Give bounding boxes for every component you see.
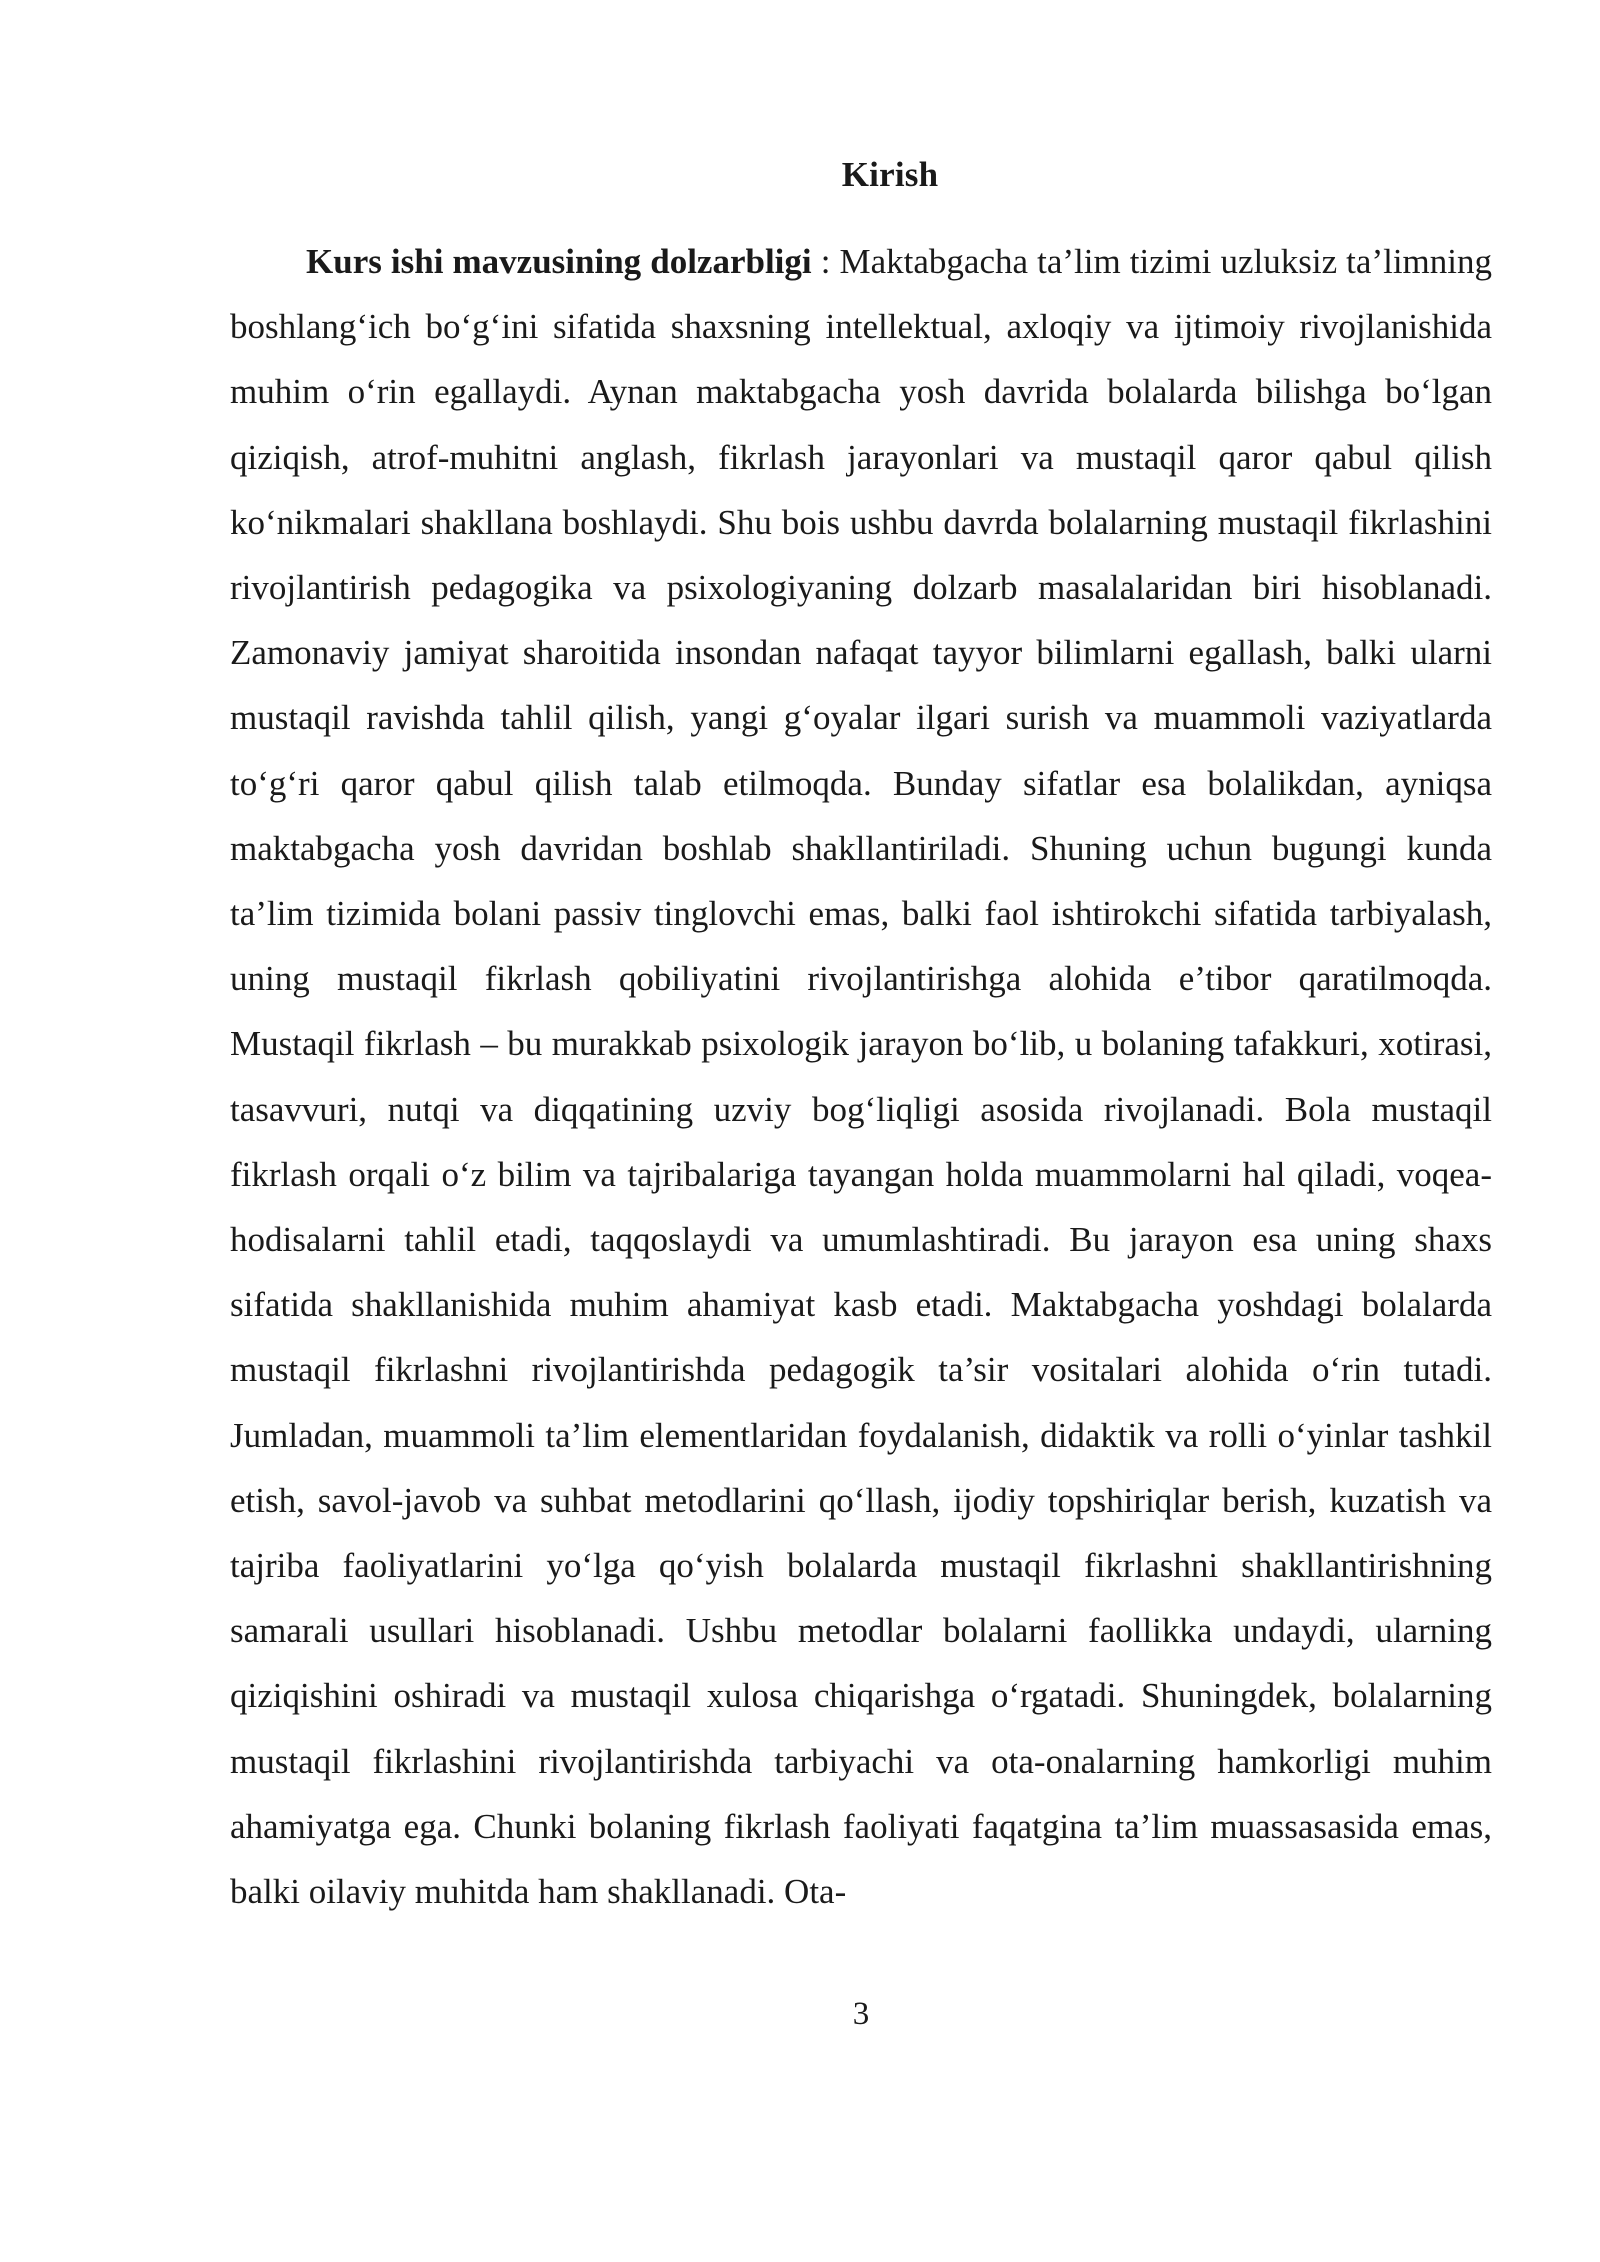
body-paragraph	[230, 229, 1492, 1924]
section-heading: Kurs ishi mavzusining dolzarbligi	[306, 242, 812, 281]
paragraph-text: Maktabgacha ta’lim tizimi uzluksiz ta’limning boshlang‘ich bo‘g‘ini sifatida shaxsning intellektual, axloqiy va ijtimoiy rivojlanishida muhim o‘rin egallaydi. Aynan maktabgacha yosh davrida bolalarda bilishga bo‘lgan qiziqish, atrof-muhitni anglash, fikrlash jarayonlari va mustaqil qaror qabul qilish ko‘nikmalari shakllana boshlaydi. Shu bois ushbu davrda bolalarning mustaqil fikrlashini rivojlantirish pedagogika va psixologiyaning dolzarb masalalaridan biri hisoblanadi. Zamonaviy jamiyat sharoitida insondan nafaqat tayyor bilimlarni egallash, balki ularni mustaqil ravishda tahlil qilish, yangi g‘oyalar ilgari surish va muammoli vaziyatlarda to‘g‘ri qaror qabul qilish talab etilmoqda. Bunday sifatlar esa bolalikdan, ayniqsa maktabgacha yosh davridan boshlab shakllantiriladi. Shuning uchun bugungi kunda ta’lim tizimida bolani passiv tinglovchi emas, balki faol ishtirokchi sifatida tarbiyalash, uning mustaqil fikrlash qobiliyatini rivojlantirishga alohida e’tibor qaratilmoqda. Mustaqil fikrlash – bu murakkab psixologik jarayon bo‘lib, u bolaning tafakkuri, xotirasi, tasavvuri, nutqi va diqqatining uzviy bog‘liqligi asosida rivojlanadi. Bola mustaqil fikrlash orqali o‘z bilim va tajribalariga tayangan holda muammolarni hal qiladi, voqea-hodisalarni tahlil etadi, taqqoslaydi va umumlashtiradi. Bu jarayon esa uning shaxs sifatida shakllanishida muhim ahamiyat kasb etadi. Maktabgacha yoshdagi bolalarda mustaqil fikrlashni rivojlantirishda pedagogik ta’sir vositalari alohida o‘rin tutadi. Jumladan, muammoli ta’lim elementlaridan foydalanish, didaktik va rolli o‘yinlar tashkil etish, savol-javob va suhbat metodlarini qo‘llash, ijodiy topshiriqlar berish, kuzatish va tajriba faoliyatlarini yo‘lga qo‘yish bolalarda mustaqil fikrlashni shakllantirishning samarali usullari hisoblanadi. Ushbu metodlar bolalarni faollikka undaydi, ularning qiziqishini oshiradi va mustaqil xulosa chiqarishga o‘rgatadi. Shuningdek, bolalarning mustaqil fikrlashini rivojlantirishda tarbiyachi va ota-onalarning hamkorligi muhim ahamiyatga ega. Chunki bolaning fikrlash faoliyati faqatgina ta’lim muassasasida emas, balki oilaviy muhitda ham shakllanadi. Ota-	[230, 242, 1492, 1912]
page-title: Kirish	[841, 155, 939, 194]
heading-separator: :	[811, 242, 840, 281]
page-number: 3	[852, 1996, 870, 2032]
